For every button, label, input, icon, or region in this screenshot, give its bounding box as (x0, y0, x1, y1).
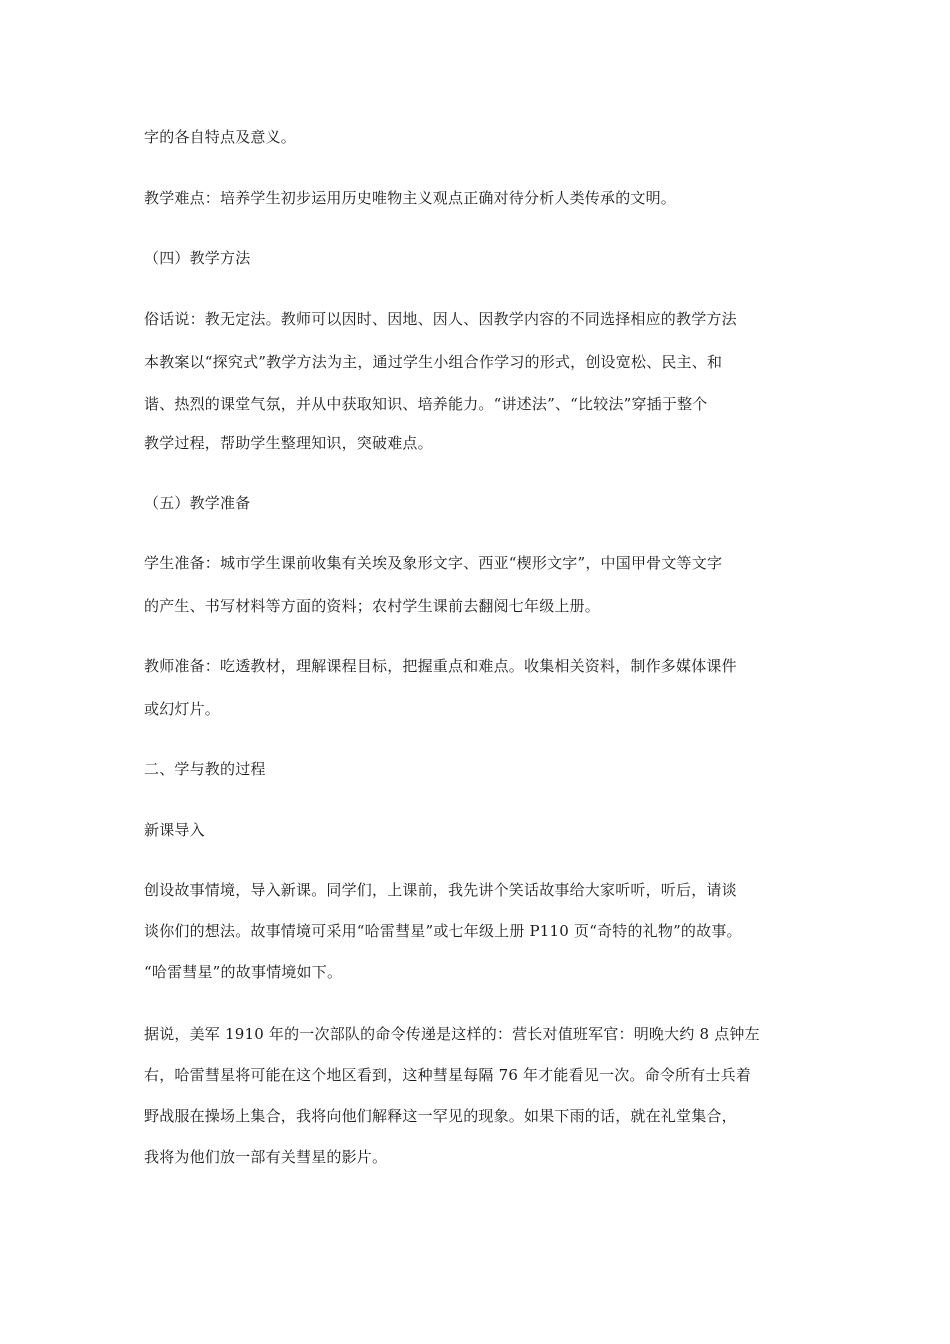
paragraph-continued-line: 字的各自特点及意义。 (144, 128, 297, 146)
section-heading-preparation: （五）教学准备 (144, 494, 251, 512)
section-heading-process: 二、学与教的过程 (144, 760, 266, 778)
story-paragraph-line-3: 野战服在操场上集合，我将向他们解释这一罕见的现象。如果下雨的话，就在礼堂集合， (144, 1107, 737, 1125)
methods-paragraph-line-3: 谐、热烈的课堂气氛，并从中获取知识、培养能力。“讲述法”、“比较法”穿插于整个 (144, 395, 708, 413)
teacher-prep-line-1: 教师准备：吃透教材，理解课程目标，把握重点和难点。收集相关资料，制作多媒体课件 (144, 657, 737, 675)
story-paragraph-line-2: 右，哈雷彗星将可能在这个地区看到，这种彗星每隔 76 年才能看见一次。命令所有士兵着 (144, 1066, 752, 1084)
intro-paragraph-line-3: “哈雷彗星”的故事情境如下。 (144, 963, 343, 981)
intro-paragraph-line-2: 谈你们的想法。故事情境可采用“哈雷彗星”或七年级上册 P110 页“奇特的礼物”的故事。 (144, 922, 742, 940)
teaching-difficulty-line: 教学难点：培养学生初步运用历史唯物主义观点正确对待分析人类传承的文明。 (144, 189, 677, 207)
subheading-new-lesson-intro: 新课导入 (144, 821, 205, 839)
section-heading-methods: （四）教学方法 (144, 249, 251, 267)
methods-paragraph-line-1: 俗话说：教无定法。教师可以因时、因地、因人、因教学内容的不同选择相应的教学方法 (144, 310, 737, 328)
intro-paragraph-line-1: 创设故事情境，导入新课。同学们，上课前，我先讲个笑话故事给大家听听，听后，请谈 (144, 881, 737, 899)
student-prep-line-1: 学生准备：城市学生课前收集有关埃及象形文字、西亚“楔形文字”，中国甲骨文等文字 (144, 554, 723, 572)
teacher-prep-line-2: 或幻灯片。 (144, 700, 221, 718)
methods-paragraph-line-2: 本教案以“探究式”教学方法为主，通过学生小组合作学习的形式，创设宽松、民主、和 (144, 353, 723, 371)
methods-paragraph-line-4: 教学过程，帮助学生整理知识，突破难点。 (144, 434, 433, 452)
story-paragraph-line-1: 据说，美军 1910 年的一次部队的命令传递是这样的：营长对值班军官：明晚大约 8 点钟左 (144, 1025, 760, 1043)
story-paragraph-line-4: 我将为他们放一部有关彗星的影片。 (144, 1148, 388, 1166)
student-prep-line-2: 的产生、书写材料等方面的资料；农村学生课前去翻阅七年级上册。 (144, 597, 601, 615)
